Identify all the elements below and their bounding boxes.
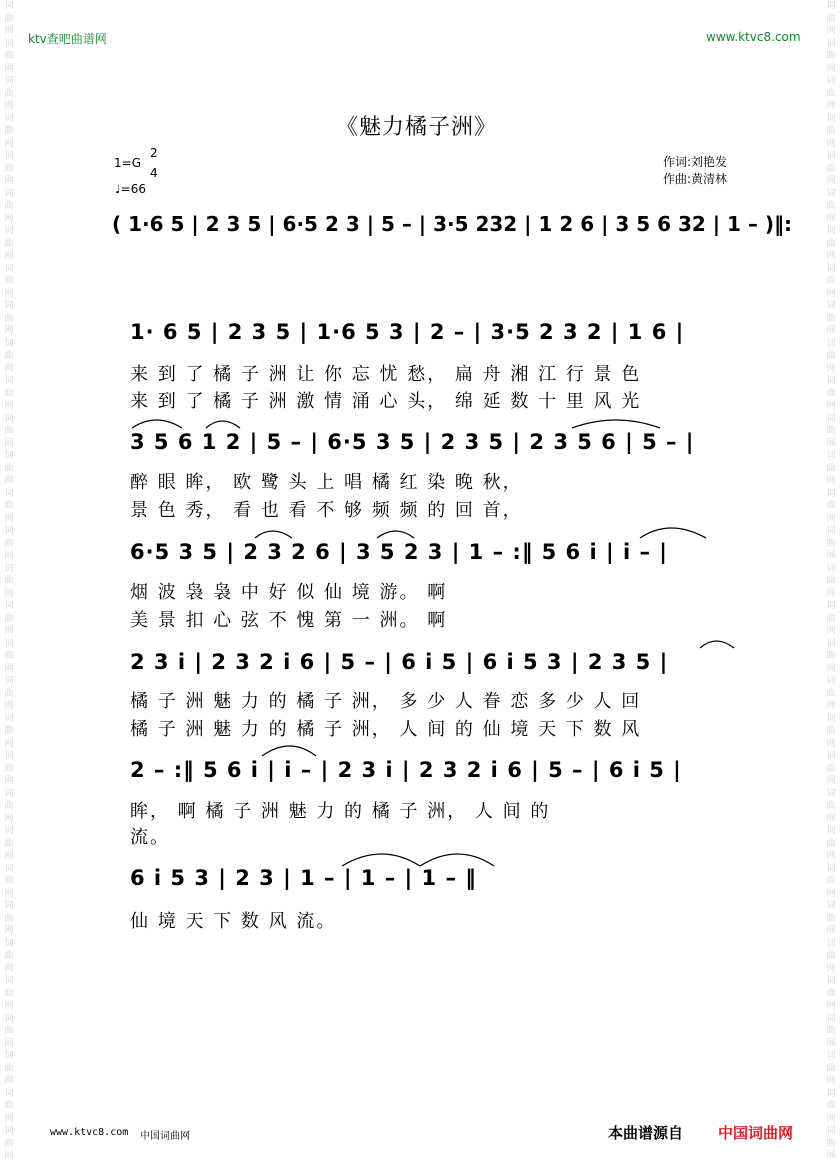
watermark-char: 网 bbox=[4, 1001, 14, 1011]
slur-arc bbox=[640, 528, 706, 538]
watermark-char: 词 bbox=[826, 188, 836, 199]
watermark-char: 网 bbox=[826, 1113, 836, 1124]
watermark-char: 曲 bbox=[4, 801, 14, 811]
watermark-char: 词 bbox=[4, 901, 14, 911]
watermark-char: 词 bbox=[4, 38, 14, 49]
lyric-row-3-verse-1: 烟 波 袅 袅 中 好 似 仙 境 游。 啊 bbox=[130, 582, 448, 603]
watermark-char: 网 bbox=[826, 401, 836, 411]
song-title: 《魅力橘子洲》 bbox=[336, 115, 498, 140]
footer-source-label: 本曲谱源自 bbox=[608, 1124, 684, 1142]
watermark-char: 曲 bbox=[4, 238, 14, 249]
watermark-char: 曲 bbox=[826, 13, 836, 24]
lyric-row-5-verse-2: 流。 bbox=[130, 827, 170, 848]
watermark-char: 网 bbox=[826, 176, 836, 186]
watermark-char: 曲 bbox=[826, 313, 836, 324]
lyricist-credit: 作词:刘艳发 bbox=[663, 155, 728, 169]
lyric-row-4-verse-2: 橘 子 洲 魅 力 的 橘 子 洲， 人 间 的 仙 境 天 下 数 风 bbox=[130, 719, 642, 740]
watermark-char: 曲 bbox=[4, 726, 14, 736]
watermark-char: 词 bbox=[4, 826, 14, 836]
watermark-char: 词 bbox=[826, 788, 836, 799]
watermark-char: 网 bbox=[826, 1076, 836, 1086]
watermark-char: 曲 bbox=[826, 688, 836, 699]
watermark-char: 词 bbox=[826, 301, 836, 311]
watermark-char: 网 bbox=[826, 926, 836, 936]
watermark-char: 曲 bbox=[4, 276, 14, 286]
watermark-char: 网 bbox=[4, 401, 14, 411]
watermark-char: 网 bbox=[826, 963, 836, 974]
watermark-char: 网 bbox=[4, 438, 14, 449]
watermark-char: 网 bbox=[4, 251, 14, 261]
watermark-char: 词 bbox=[826, 113, 836, 124]
watermark-char: 曲 bbox=[4, 313, 14, 324]
watermark-char: 网 bbox=[4, 1038, 14, 1049]
watermark-char: 词 bbox=[4, 751, 14, 761]
watermark-char: 网 bbox=[4, 213, 14, 224]
watermark-char: 词 bbox=[826, 413, 836, 424]
watermark-char: 网 bbox=[826, 438, 836, 449]
watermark-char: 曲 bbox=[826, 1026, 836, 1036]
notation-row-1: 1· 6 5 | 2 3 5 | 1·6 5 3 | 2 – | 3·5 2 3 2 | 1 6 | bbox=[130, 320, 685, 344]
watermark-char: 曲 bbox=[4, 876, 14, 886]
tempo-marking: ♩=66 bbox=[115, 182, 146, 196]
lyric-row-3-verse-2: 美 景 扣 心 弦 不 愧 第 一 洲。 啊 bbox=[130, 610, 448, 631]
slur-arc bbox=[255, 531, 292, 538]
watermark-char: 网 bbox=[826, 513, 836, 524]
watermark-char: 曲 bbox=[826, 876, 836, 886]
watermark-char: 词 bbox=[4, 263, 14, 274]
watermark-char: 曲 bbox=[4, 13, 14, 24]
watermark-char: 词 bbox=[4, 938, 14, 949]
watermark-char: 曲 bbox=[4, 688, 14, 699]
watermark-char: 网 bbox=[826, 363, 836, 374]
slur-arc bbox=[342, 854, 420, 866]
watermark-char: 词 bbox=[826, 863, 836, 874]
watermark-char: 词 bbox=[826, 1126, 836, 1136]
watermark-char: 曲 bbox=[826, 726, 836, 736]
watermark-char: 曲 bbox=[4, 763, 14, 774]
watermark-char: 曲 bbox=[826, 163, 836, 174]
watermark-char: 词 bbox=[826, 526, 836, 536]
slur-arc bbox=[420, 854, 494, 866]
notation-row-4: 2 3 i | 2 3 2 i 6 | 5 – | 6 i 5 | 6 i 5 3 | 2 3 5 | bbox=[130, 650, 669, 674]
watermark-char: 词 bbox=[4, 788, 14, 799]
watermark-char: 词 bbox=[826, 151, 836, 161]
lyric-row-4-verse-1: 橘 子 洲 魅 力 的 橘 子 洲， 多 少 人 眷 恋 多 少 人 回 bbox=[130, 691, 642, 712]
watermark-char: 网 bbox=[826, 813, 836, 824]
watermark-char: 网 bbox=[826, 551, 836, 561]
watermark-char: 词 bbox=[4, 713, 14, 724]
watermark-char: 网 bbox=[826, 588, 836, 599]
watermark-char: 词 bbox=[826, 338, 836, 349]
lyric-row-1-verse-2: 来 到 了 橘 子 洲 激 情 涌 心 头， 绵 延 数 十 里 风 光 bbox=[130, 391, 642, 412]
watermark-char: 网 bbox=[826, 26, 836, 36]
watermark-char: 曲 bbox=[826, 351, 836, 361]
watermark-char: 词 bbox=[4, 376, 14, 386]
watermark-char: 网 bbox=[4, 1113, 14, 1124]
watermark-char: 网 bbox=[4, 776, 14, 786]
watermark-char: 网 bbox=[4, 363, 14, 374]
watermark-char: 网 bbox=[4, 963, 14, 974]
watermark-char: 词 bbox=[4, 76, 14, 86]
watermark-char: 网 bbox=[4, 1076, 14, 1086]
watermark-char: 词 bbox=[4, 338, 14, 349]
watermark-char: 曲 bbox=[826, 501, 836, 511]
watermark-char: 词 bbox=[826, 1051, 836, 1061]
watermark-char: 网 bbox=[826, 63, 836, 74]
watermark-char: 网 bbox=[826, 851, 836, 861]
watermark-char: 曲 bbox=[826, 1101, 836, 1111]
watermark-char: 网 bbox=[826, 288, 836, 299]
watermark-char: 词 bbox=[4, 188, 14, 199]
slur-arc bbox=[572, 420, 660, 428]
watermark-char: 词 bbox=[4, 413, 14, 424]
header-site-name[interactable]: ktv查吧曲谱网 bbox=[28, 32, 107, 46]
watermark-char: 曲 bbox=[4, 1101, 14, 1111]
lyric-row-1-verse-1: 来 到 了 橘 子 洲 让 你 忘 忧 愁， 扁 舟 湘 江 行 景 色 bbox=[130, 364, 642, 385]
watermark-char: 网 bbox=[4, 626, 14, 636]
watermark-char: 网 bbox=[826, 1151, 836, 1161]
watermark-char: 网 bbox=[826, 701, 836, 711]
watermark-char: 网 bbox=[826, 138, 836, 149]
watermark-char: 曲 bbox=[826, 988, 836, 999]
watermark-char: 网 bbox=[4, 1151, 14, 1161]
watermark-char: 网 bbox=[4, 663, 14, 674]
watermark-char: 词 bbox=[826, 638, 836, 649]
watermark-char: 词 bbox=[826, 263, 836, 274]
watermark-char: 曲 bbox=[826, 426, 836, 436]
watermark-char: 词 bbox=[4, 526, 14, 536]
watermark-char: 曲 bbox=[4, 838, 14, 849]
watermark-char: 网 bbox=[4, 551, 14, 561]
watermark-char: 曲 bbox=[4, 1138, 14, 1149]
watermark-char: 曲 bbox=[4, 651, 14, 661]
watermark-char: 曲 bbox=[826, 951, 836, 961]
watermark-char: 曲 bbox=[4, 351, 14, 361]
watermark-char: 曲 bbox=[4, 988, 14, 999]
watermark-char: 曲 bbox=[4, 388, 14, 399]
watermark-char: 网 bbox=[4, 701, 14, 711]
watermark-char: 词 bbox=[826, 976, 836, 986]
footer-site-name[interactable]: 中国词曲网 bbox=[140, 1131, 190, 1142]
watermark-char: 词 bbox=[826, 376, 836, 386]
watermark-char: 词 bbox=[826, 826, 836, 836]
composer-credit: 作曲:黄清林 bbox=[663, 172, 728, 186]
watermark-char: 曲 bbox=[826, 538, 836, 549]
watermark-char: 曲 bbox=[826, 763, 836, 774]
watermark-char: 网 bbox=[4, 138, 14, 149]
watermark-char: 词 bbox=[4, 1, 14, 11]
watermark-char: 网 bbox=[4, 888, 14, 899]
watermark-char: 曲 bbox=[826, 913, 836, 924]
time-signature-bottom: 4 bbox=[150, 166, 158, 180]
watermark-char: 词 bbox=[826, 751, 836, 761]
watermark-char: 网 bbox=[826, 888, 836, 899]
lyric-row-2-verse-2: 景 色 秀， 看 也 看 不 够 频 频 的 回 首， bbox=[130, 500, 523, 521]
watermark-char: 网 bbox=[4, 926, 14, 936]
watermark-char: 词 bbox=[4, 151, 14, 161]
watermark-char: 曲 bbox=[4, 201, 14, 211]
watermark-char: 曲 bbox=[826, 238, 836, 249]
watermark-char: 词 bbox=[4, 226, 14, 236]
notation-row-2: 3 5 6 1 2 | 5 – | 6·5 3 5 | 2 3 5 | 2 3 5 6 | 5 – | bbox=[130, 430, 695, 454]
watermark-char: 网 bbox=[826, 626, 836, 636]
watermark-char: 曲 bbox=[826, 613, 836, 624]
watermark-char: 词 bbox=[826, 76, 836, 86]
slur-arc bbox=[206, 421, 240, 428]
lyric-row-5-verse-1: 眸， 啊 橘 子 洲 魅 力 的 橘 子 洲， 人 间 的 bbox=[130, 801, 551, 822]
watermark-char: 网 bbox=[826, 101, 836, 111]
watermark-char: 网 bbox=[4, 63, 14, 74]
watermark-char: 网 bbox=[4, 588, 14, 599]
watermark-char: 词 bbox=[826, 38, 836, 49]
watermark-char: 词 bbox=[4, 863, 14, 874]
watermark-char: 词 bbox=[4, 601, 14, 611]
slur-arc bbox=[132, 420, 182, 428]
watermark-char: 曲 bbox=[826, 276, 836, 286]
watermark-char: 网 bbox=[826, 1001, 836, 1011]
watermark-char: 网 bbox=[4, 101, 14, 111]
watermark-char: 曲 bbox=[4, 613, 14, 624]
watermark-char: 词 bbox=[826, 451, 836, 461]
watermark-char: 曲 bbox=[4, 538, 14, 549]
footer-source-site[interactable]: 中国词曲网 bbox=[718, 1124, 794, 1142]
watermark-char: 词 bbox=[4, 976, 14, 986]
watermark-char: 词 bbox=[4, 301, 14, 311]
watermark-char: 曲 bbox=[4, 1063, 14, 1074]
watermark-char: 词 bbox=[4, 638, 14, 649]
watermark-char: 曲 bbox=[826, 51, 836, 61]
watermark-char: 曲 bbox=[4, 501, 14, 511]
watermark-char: 词 bbox=[4, 1126, 14, 1136]
slur-arc bbox=[377, 531, 414, 538]
watermark-char: 词 bbox=[826, 713, 836, 724]
watermark-char: 曲 bbox=[4, 426, 14, 436]
watermark-char: 网 bbox=[4, 476, 14, 486]
lyric-row-6-verse-1: 仙 境 天 下 数 风 流。 bbox=[130, 911, 337, 932]
watermark-char: 词 bbox=[826, 601, 836, 611]
watermark-char: 网 bbox=[4, 288, 14, 299]
intro-notation: ( 1·6 5 | 2 3 5 | 6·5 2 3 | 5 – | 3·5 232 | 1 2 6 | 3 5 6 32 | 1 – )‖: bbox=[112, 212, 793, 236]
watermark-char: 词 bbox=[826, 563, 836, 574]
watermark-char: 曲 bbox=[4, 951, 14, 961]
watermark-char: 词 bbox=[826, 1013, 836, 1024]
watermark-char: 词 bbox=[4, 113, 14, 124]
header-site-url[interactable]: www.ktvc8.com bbox=[706, 30, 801, 44]
watermark-char: 网 bbox=[826, 1038, 836, 1049]
watermark-char: 网 bbox=[826, 663, 836, 674]
watermark-char: 曲 bbox=[826, 463, 836, 474]
time-signature-top: 2 bbox=[150, 146, 158, 160]
watermark-char: 词 bbox=[826, 1088, 836, 1099]
notation-row-6: 6 i 5 3 | 2 3 | 1 – | 1 – | 1 – ‖ bbox=[130, 866, 477, 890]
watermark-char: 曲 bbox=[4, 463, 14, 474]
watermark-char: 曲 bbox=[826, 126, 836, 136]
watermark-char: 网 bbox=[4, 26, 14, 36]
lyric-row-2-verse-1: 醉 眼 眸， 欧 鹭 头 上 唱 橘 红 染 晚 秋， bbox=[130, 472, 523, 493]
watermark-char: 网 bbox=[826, 251, 836, 261]
watermark-char: 曲 bbox=[826, 576, 836, 586]
watermark-char: 网 bbox=[826, 776, 836, 786]
watermark-char: 网 bbox=[826, 326, 836, 336]
watermark-char: 曲 bbox=[4, 126, 14, 136]
slur-arc bbox=[700, 641, 734, 648]
watermark-char: 曲 bbox=[4, 1026, 14, 1036]
watermark-char: 曲 bbox=[826, 838, 836, 849]
watermark-char: 曲 bbox=[4, 576, 14, 586]
watermark-char: 网 bbox=[826, 213, 836, 224]
watermark-char: 词 bbox=[4, 1013, 14, 1024]
key-signature: 1=G bbox=[114, 156, 141, 170]
watermark-char: 词 bbox=[4, 1051, 14, 1061]
watermark-char: 网 bbox=[4, 851, 14, 861]
watermark-char: 曲 bbox=[826, 1138, 836, 1149]
watermark-char: 网 bbox=[826, 738, 836, 749]
watermark-char: 曲 bbox=[826, 1063, 836, 1074]
watermark-char: 词 bbox=[826, 226, 836, 236]
watermark-char: 网 bbox=[826, 476, 836, 486]
slur-arc bbox=[262, 746, 316, 756]
watermark-char: 网 bbox=[4, 176, 14, 186]
watermark-char: 曲 bbox=[826, 201, 836, 211]
watermark-char: 曲 bbox=[826, 388, 836, 399]
watermark-char: 词 bbox=[826, 1, 836, 11]
watermark-char: 曲 bbox=[826, 801, 836, 811]
watermark-char: 词 bbox=[826, 901, 836, 911]
notation-row-3: 6·5 3 5 | 2 3 2 6 | 3 5 2 3 | 1 – :‖ 5 6 i | i – | bbox=[130, 540, 668, 564]
watermark-char: 词 bbox=[4, 563, 14, 574]
watermark-char: 曲 bbox=[826, 88, 836, 99]
watermark-char: 网 bbox=[4, 326, 14, 336]
watermark-char: 词 bbox=[4, 451, 14, 461]
watermark-char: 曲 bbox=[4, 913, 14, 924]
watermark-char: 词 bbox=[826, 488, 836, 499]
watermark-char: 曲 bbox=[4, 88, 14, 99]
watermark-char: 词 bbox=[4, 1088, 14, 1099]
watermark-char: 词 bbox=[826, 676, 836, 686]
watermark-char: 词 bbox=[4, 488, 14, 499]
watermark-char: 网 bbox=[4, 738, 14, 749]
watermark-char: 曲 bbox=[4, 51, 14, 61]
watermark-char: 网 bbox=[4, 513, 14, 524]
watermark-char: 词 bbox=[826, 938, 836, 949]
footer-url[interactable]: www.ktvc8.com bbox=[50, 1127, 129, 1138]
watermark-char: 网 bbox=[4, 813, 14, 824]
notation-row-5: 2 – :‖ 5 6 i | i – | 2 3 i | 2 3 2 i 6 | 5 – | 6 i 5 | bbox=[130, 758, 682, 782]
watermark-char: 词 bbox=[4, 676, 14, 686]
watermark-char: 曲 bbox=[826, 651, 836, 661]
watermark-char: 曲 bbox=[4, 163, 14, 174]
